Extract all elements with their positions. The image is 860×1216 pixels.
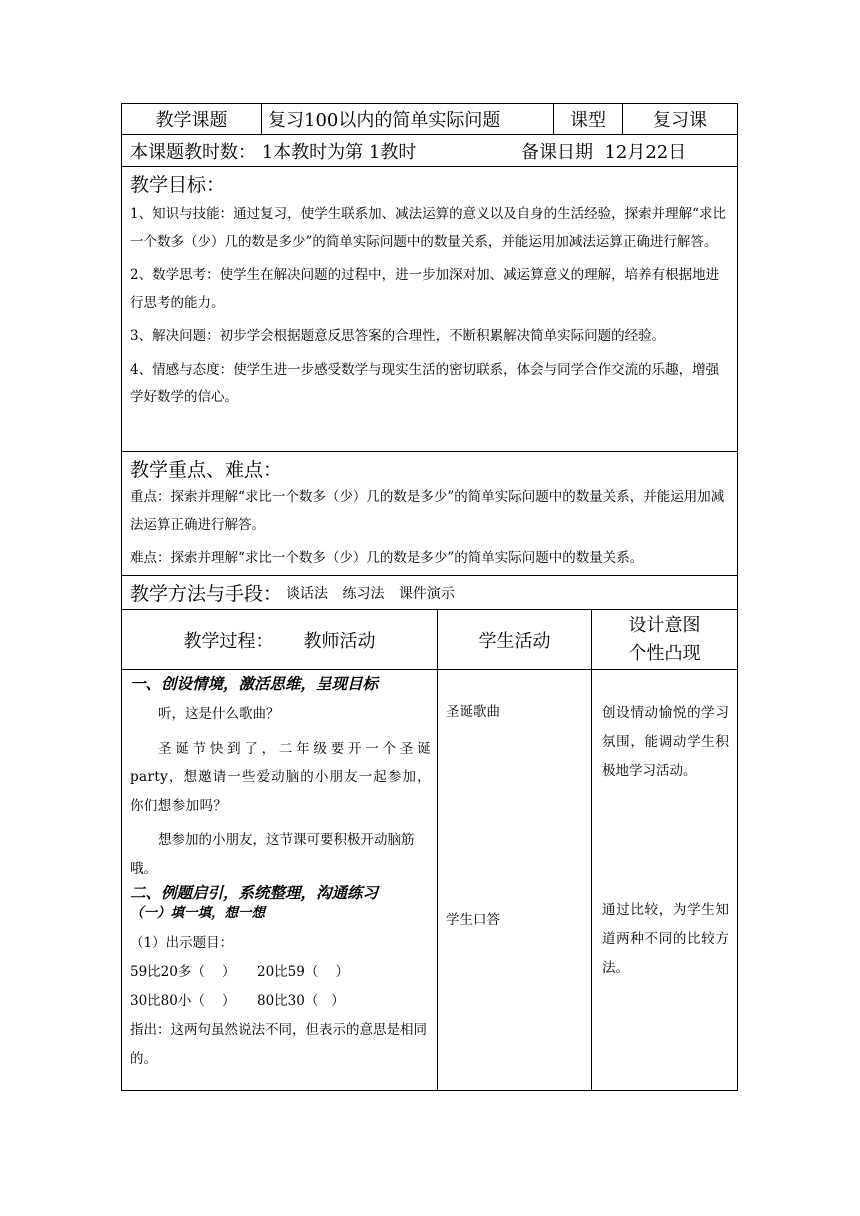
- student-answer: 圣诞歌曲: [446, 704, 500, 720]
- goal-item: 3、解决问题：初步学会根据题意反思答案的合理性，不断积累解决简单实际问题的经验。: [130, 328, 666, 344]
- methods-list: [286, 583, 465, 603]
- keypoints-body: [130, 484, 729, 573]
- schedule-row: [122, 135, 737, 167]
- prep-date: 备课日期 12月22日: [521, 141, 687, 163]
- question-intro: （1）出示题目：: [130, 935, 234, 951]
- methods-row: [122, 576, 737, 610]
- teacher-line: 想参加的小朋友，这节课可要积极开动脑筋哦。: [130, 832, 415, 877]
- keypoints-section: [122, 452, 737, 576]
- goal-item: 2、数学思考：使学生在解决问题的过程中，进一步加深对加、减运算意义的理解，培养有根据地进行思考的能力。: [130, 267, 720, 311]
- teacher-line: 圣诞节快到了，二年级要开一个圣诞party，想邀请一些爱动脑的小朋友一起参加，你们想参加吗？: [130, 740, 431, 814]
- goal-item: 1、知识与技能：通过复习，使学生联系加、减法运算的意义以及自身的生活经验，探索并理解“求比一个数多（少）几的数是多少”的简单实际问题中的数量关系，并能运用加减法运算正确进行解答。: [130, 206, 726, 250]
- process-body-row: [122, 670, 737, 1090]
- process-label: 教学过程：: [183, 630, 274, 652]
- question-line: 59比20多（ ） 20比59（ ）: [130, 964, 349, 980]
- keypoints-title: 教学重点、难点：: [130, 459, 283, 481]
- design-note: 通过比较，为学生知道两种不同的比较方法。: [602, 902, 729, 976]
- design-intent-column: [592, 670, 737, 1090]
- teacher-activity-header: [122, 610, 438, 669]
- topic-value: 复习100以内的简单实际问题: [262, 104, 554, 134]
- type-label: 课型: [554, 104, 623, 134]
- method-item: 课件演示: [398, 585, 455, 602]
- section-2-body: [130, 929, 431, 1074]
- teacher-line: 听，这是什么歌曲？: [158, 706, 280, 722]
- method-item: 谈话法: [286, 585, 329, 602]
- design-note: 创设情动愉悦的学习氛围，能调动学生积极地学习活动。: [602, 705, 729, 779]
- student-activity-column: [438, 670, 592, 1090]
- process-header-row: [122, 610, 737, 670]
- design-intent-header: [592, 610, 737, 669]
- student-activity-header: 学生活动: [438, 610, 592, 669]
- student-answer: 学生口答: [446, 911, 500, 928]
- teacher-activity-column: [122, 670, 438, 1090]
- topic-label: 教学课题: [122, 104, 262, 134]
- teacher-note: 指出：这两句虽然说法不同，但表示的意思是相同的。: [130, 1022, 427, 1067]
- section-1-title: 一、创设情境，激活思维，呈现目标: [130, 674, 379, 693]
- goals-section: [122, 167, 737, 452]
- lesson-plan-table: [121, 103, 738, 1091]
- method-item: 练习法: [342, 585, 385, 602]
- teacher-activity-label: 教师活动: [303, 630, 376, 652]
- topic-row: [122, 104, 737, 135]
- design-intent-label: 设计意图: [628, 614, 701, 636]
- goals-title: 教学目标：: [130, 174, 226, 196]
- schedule-text: 本课题教时数： 1本教时为第 1教时: [130, 141, 417, 163]
- goal-item: 4、情感与态度：使学生进一步感受数学与现实生活的密切联系，体会与同学合作交流的乐趣，增强学好数学的信心。: [130, 361, 720, 405]
- goals-list: [130, 201, 729, 412]
- personality-label: 个性凸现: [628, 642, 701, 664]
- question-line: 30比80小（ ） 80比30（ ）: [130, 993, 345, 1009]
- subsection-1-title: （一）填一填，想一想: [130, 905, 265, 921]
- difficulty-point: 难点：探索并理解“求比一个数多（少）几的数是多少”的简单实际问题中的数量关系。: [130, 550, 644, 566]
- section-1-body: [130, 700, 431, 883]
- type-value: 复习课: [653, 110, 707, 131]
- section-2-title: 二、例题启引，系统整理，沟通练习: [130, 883, 379, 902]
- methods-title: 教学方法与手段：: [130, 583, 283, 605]
- focus-point: 重点：探索并理解“求比一个数多（少）几的数是多少”的简单实际问题中的数量关系，并能运用加减法运算正确进行解答。: [130, 489, 725, 533]
